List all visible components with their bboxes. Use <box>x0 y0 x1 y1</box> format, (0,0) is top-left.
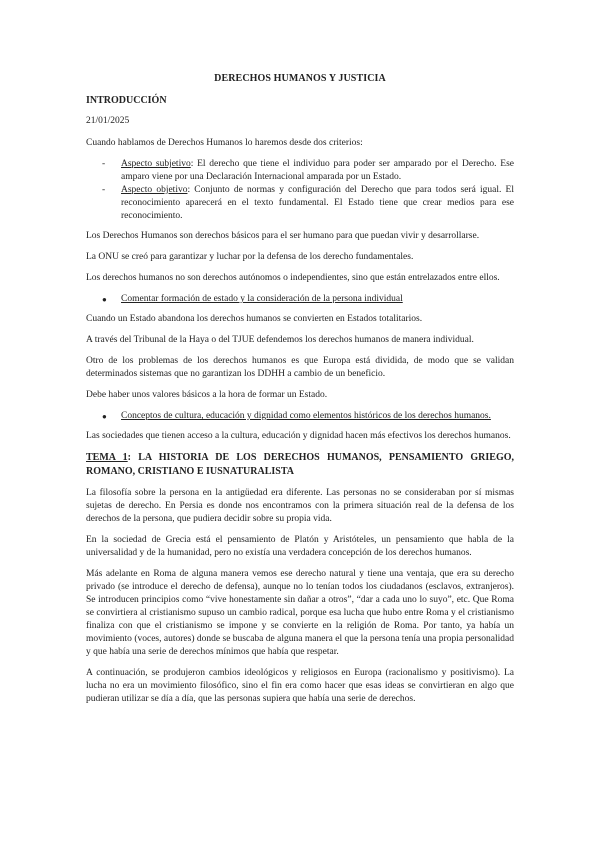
tema-label: TEMA 1 <box>86 452 128 463</box>
paragraph-europa: Otro de los problemas de los derechos humanos es que Europa está dividida, de modo que se validan determinados sistemas que no garantizan los DDHH a cambio de un beneficio. <box>86 356 514 379</box>
bullet-marker: ● <box>102 295 107 304</box>
paragraph-valores: Debe haber unos valores básicos a la hora de formar un Estado. <box>86 390 328 400</box>
bullet-marker: ● <box>102 412 107 421</box>
list-item <box>86 293 514 306</box>
bullet-list-1 <box>86 293 514 306</box>
tema-heading <box>86 451 514 479</box>
paragraph-basicos: Los Derechos Humanos son derechos básicos para el ser humano para que puedan vivir y desarrollarse. <box>86 231 480 241</box>
criterio-term: Aspecto subjetivo <box>121 159 191 169</box>
paragraph-cambios: A continuación, se produjeron cambios ideológicos y religiosos en Europa (racionalismo y positivismo). La lucha no era un movimiento filosófico, sino el fin era como hacer que esas ideas se convirtieran en algo que pudieran utilizar se día a día, que las personas supiera que había una serie de derechos. <box>86 668 514 704</box>
date-line: 21/01/2025 <box>86 116 130 126</box>
dash-marker: - <box>102 185 106 195</box>
paragraph-tribunal: A través del Tribunal de la Haya o del TJUE defendemos los derechos humanos de manera individual. <box>86 335 474 345</box>
dash-marker: - <box>102 159 106 169</box>
criterio-term: Aspecto objetivo <box>121 185 188 195</box>
paragraph-filosofia: La filosofía sobre la persona en la antigüedad era diferente. Las personas no se consideraban por sí mismas sujetas de derecho. En Persia es donde nos encontramos con la primera situación real de la defensa de los derechos de la persona, que pudiera decidir sobre su propia vida. <box>86 488 514 524</box>
intro-heading: INTRODUCCIÓN <box>86 95 167 106</box>
list-item <box>86 410 514 423</box>
paragraph-onu: La ONU se creó para garantizar y luchar por la defensa de los derecho fundamentales. <box>86 252 414 262</box>
criterio-text: : Conjunto de normas y configuración del Derecho que para todos será igual. El reconocimiento aparecerá en el texto fundamental. El Estado tiene que crear medios para ese reconocimiento. <box>121 185 515 221</box>
bullet-text: Conceptos de cultura, educación y dignidad como elementos históricos de los derechos humanos. <box>121 411 491 421</box>
document-title: DERECHOS HUMANOS Y JUSTICIA <box>214 73 386 84</box>
bullet-list-2 <box>86 410 514 423</box>
paragraph-sociedades: Las sociedades que tienen acceso a la cultura, educación y dignidad hacen más efectivos los derechos humanos. <box>86 431 511 441</box>
paragraph-abandona: Cuando un Estado abandona los derechos humanos se convierten en Estados totalitarios. <box>86 314 423 324</box>
criterios-list <box>86 158 514 223</box>
paragraph-autonomos: Los derechos humanos no son derechos autónomos o independientes, sino que están entrelazados entre ellos. <box>86 273 500 283</box>
criterio-text: : El derecho que tiene el individuo para poder ser amparado por el Derecho. Ese amparo viene por una Declaración Internacional amparada por un Estado. <box>121 159 515 182</box>
paragraph-criterios: Cuando hablamos de Derechos Humanos lo haremos desde dos criterios: <box>86 138 363 148</box>
tema-text: : LA HISTORIA DE LOS DERECHOS HUMANOS, PENSAMIENTO GRIEGO, ROMANO, CRISTIANO E IUSNATURALISTA <box>86 452 514 477</box>
bullet-text: Comentar formación de estado y la consideración de la persona individual <box>121 294 403 304</box>
paragraph-roma: Más adelante en Roma de alguna manera vemos ese derecho natural y tiene una ventaja, que era su derecho privado (se introduce el derecho de defensa), aunque no lo tenían todos los ciudadanos (esclavos, extranjeros). Se introducen principios como “vive honestamente sin dañar a otros”, “dar a cada uno lo suyo”, etc. Que Roma se convirtiera al cristianismo supuso un cambio radical, porque esa lucha que hubo entre Roma y el cristianismo finaliza con que el cristianismo se impone y se convierte en la religión de Roma. Por tanto, ya había un movimiento (voces, autores) donde se buscaba de alguna manera el que la persona tenía una propia personalidad y que había una serie de derechos mínimos que había que respetar. <box>86 569 514 657</box>
list-item <box>86 158 514 184</box>
document-content <box>86 72 514 714</box>
paragraph-grecia: En la sociedad de Grecia está el pensamiento de Platón y Aristóteles, un pensamiento que habla de la universalidad y de la humanidad, pero no existía una verdadera concepción de los derechos humanos. <box>86 535 514 558</box>
list-item <box>86 184 514 223</box>
